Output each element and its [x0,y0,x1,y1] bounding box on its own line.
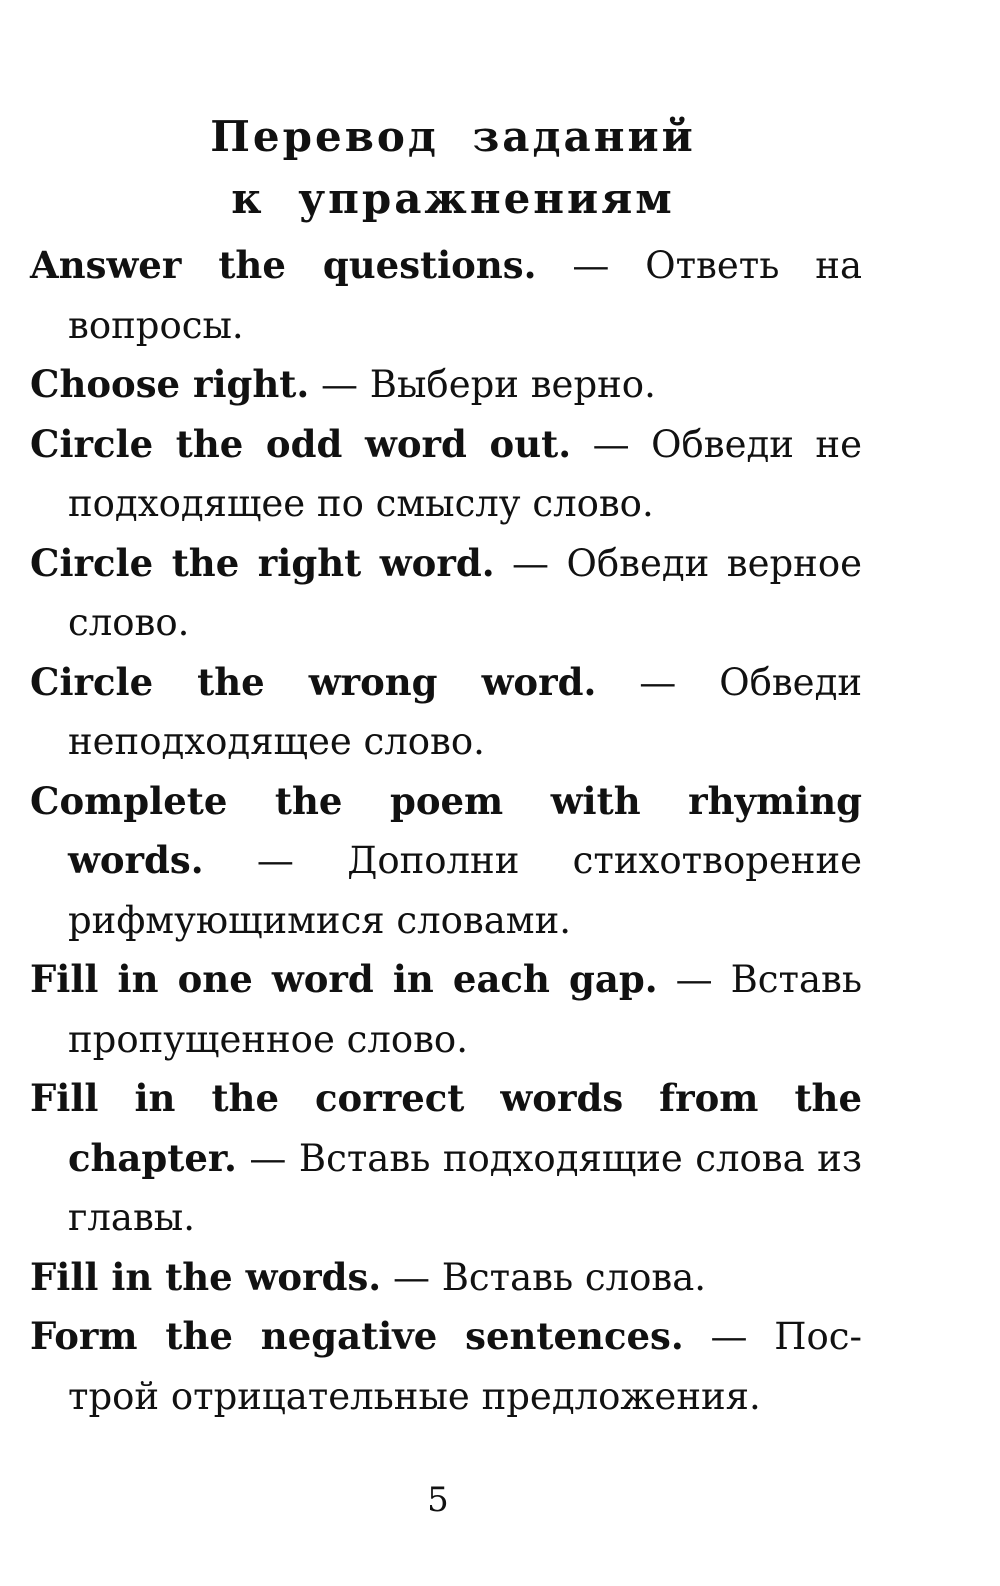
russian-translation: Выбери верно. [369,363,656,406]
page-number: 5 [427,1480,449,1520]
instruction-entry [30,1307,862,1426]
dash-separator: — [249,1136,287,1180]
english-instruction: Form the negative sentences. [30,1314,684,1358]
russian-translation: Вставь пропущенное слово. [68,958,862,1061]
instruction-entry [30,534,862,653]
instruction-entry [30,772,862,951]
russian-translation: Ответь на вопросы. [68,244,863,347]
instruction-entry [30,653,862,772]
title-line-2: к упражнениям [231,174,675,224]
dash-separator: — [572,244,610,287]
english-instruction: Circle the right word. [30,540,495,585]
page-title [0,106,906,230]
russian-translation: Обведи верное слово. [68,541,862,644]
english-instruction: Fill in one word in each gap. [30,957,658,1001]
instruction-list [30,236,862,1426]
dash-separator: — [321,363,359,406]
dash-separator: — [710,1315,748,1358]
english-instruction: Fill in the words. [30,1254,382,1299]
instruction-entry [30,355,862,415]
dash-separator: — [639,660,677,704]
instruction-entry [30,950,862,1069]
dash-separator: — [675,958,713,1001]
english-instruction: Complete the poem with rhyming words. [30,778,862,882]
russian-translation: Вставь слова. [441,1255,707,1299]
english-instruction: Fill in the correct words from the chapter. [30,1076,862,1180]
instruction-entry [30,415,862,534]
english-instruction: Answer the questions. [30,243,537,287]
instruction-entry [30,236,862,355]
russian-translation: Построй отрицательные предложения. [68,1315,863,1418]
russian-translation: Дополни стихотворение рифмующимися словами. [68,839,863,942]
title-line-1: Перевод заданий [210,112,696,162]
english-instruction: Circle the odd word out. [30,421,572,466]
instruction-entry [30,1248,862,1308]
russian-translation: Обведи не подходящее по смыслу слово. [68,422,862,525]
russian-translation: Вставь подходящие слова из главы. [68,1136,863,1239]
english-instruction: Choose right. [30,362,310,406]
dash-separator: — [392,1255,430,1299]
dash-separator: — [592,422,630,466]
instruction-entry [30,1069,862,1248]
english-instruction: Circle the wrong word. [30,659,597,704]
dash-separator: — [512,541,550,585]
russian-translation: Обведи неподходящее слово. [68,660,863,763]
dash-separator: — [256,839,294,882]
